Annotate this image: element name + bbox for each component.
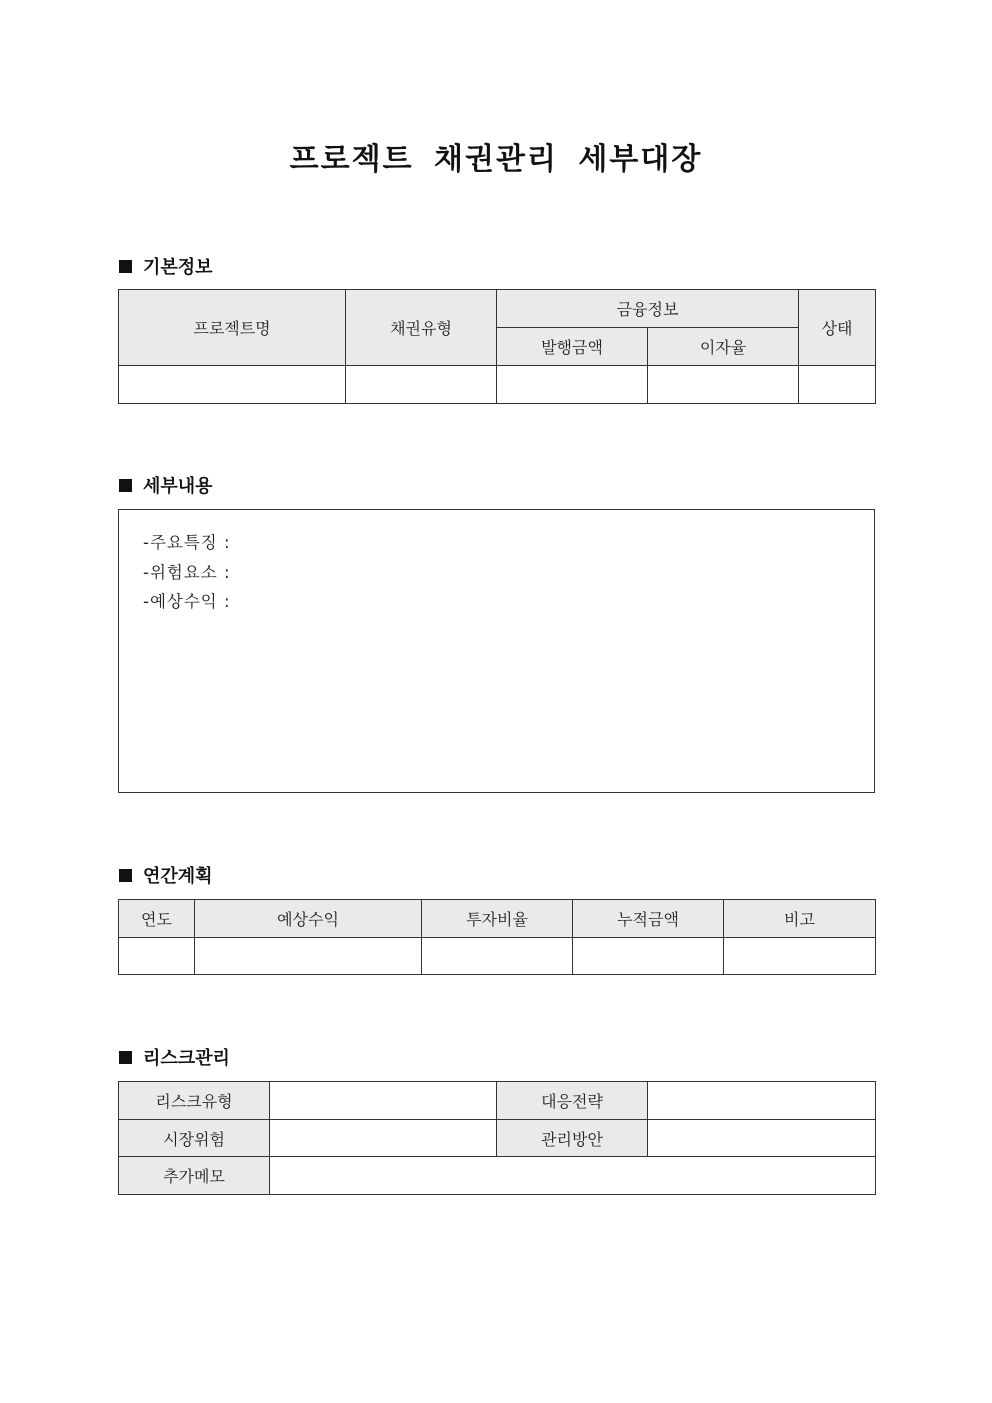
section-title: 연간계획 (143, 866, 213, 887)
section-title: 세부내용 (143, 476, 213, 497)
issue-amount-cell[interactable] (497, 366, 648, 404)
project-name-cell[interactable] (119, 366, 346, 404)
header-year: 연도 (119, 900, 195, 938)
black-square-icon (119, 869, 132, 882)
section-title: 기본정보 (143, 257, 213, 278)
page-title: 프로젝트 채권관리 세부대장 (289, 142, 703, 177)
expected-return-cell[interactable] (195, 938, 422, 975)
details-lines (143, 528, 231, 617)
black-square-icon (119, 1051, 132, 1064)
detail-line-expected-return: -예상수익 : (143, 592, 231, 611)
section-title: 리스크관리 (143, 1048, 230, 1069)
header-bond-type: 채권유형 (346, 290, 497, 366)
header-investment-ratio: 투자비율 (422, 900, 573, 938)
section-heading-risk-management (119, 1044, 230, 1070)
label-risk-type: 리스크유형 (119, 1082, 270, 1120)
cumulative-amount-cell[interactable] (573, 938, 724, 975)
additional-memo-cell[interactable] (270, 1157, 876, 1195)
label-response-strategy: 대응전략 (497, 1082, 648, 1120)
management-plan-cell[interactable] (648, 1120, 876, 1157)
header-status: 상태 (799, 290, 876, 366)
header-project-name: 프로젝트명 (119, 290, 346, 366)
black-square-icon (119, 260, 132, 273)
bond-type-cell[interactable] (346, 366, 497, 404)
detail-line-features: -주요특징 : (143, 533, 231, 552)
remarks-cell[interactable] (724, 938, 876, 975)
label-additional-memo: 추가메모 (119, 1157, 270, 1195)
label-management-plan: 관리방안 (497, 1120, 648, 1157)
section-heading-details (119, 472, 213, 498)
response-strategy-cell[interactable] (648, 1082, 876, 1120)
header-remarks: 비고 (724, 900, 876, 938)
annual-plan-table (118, 899, 876, 975)
investment-ratio-cell[interactable] (422, 938, 573, 975)
market-risk-cell[interactable] (270, 1120, 497, 1157)
section-heading-annual-plan (119, 862, 213, 888)
header-issue-amount: 발행금액 (497, 328, 648, 366)
header-expected-return: 예상수익 (195, 900, 422, 938)
header-interest-rate: 이자율 (648, 328, 799, 366)
details-box[interactable] (118, 509, 875, 793)
risk-management-table (118, 1081, 876, 1195)
year-cell[interactable] (119, 938, 195, 975)
detail-line-risks: -위험요소 : (143, 562, 231, 582)
status-cell[interactable] (799, 366, 876, 404)
section-heading-basic-info (119, 253, 213, 279)
interest-rate-cell[interactable] (648, 366, 799, 404)
black-square-icon (119, 479, 132, 492)
header-cumulative-amount: 누적금액 (573, 900, 724, 938)
label-market-risk: 시장위험 (119, 1120, 270, 1157)
risk-type-cell[interactable] (270, 1082, 497, 1120)
header-finance-info: 금융정보 (497, 290, 799, 328)
basic-info-table (118, 289, 876, 404)
